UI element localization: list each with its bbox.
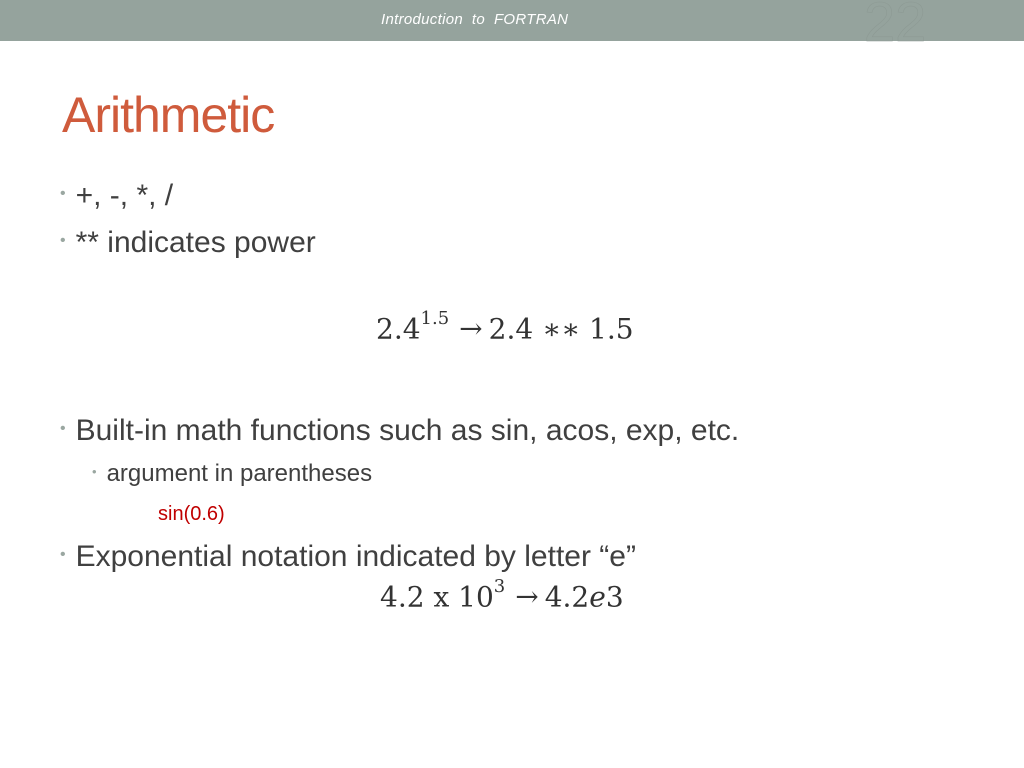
exp-exponent: 3 [493,576,506,597]
power-result-right: 1.5 [589,312,634,346]
bullet-dot-icon: • [92,464,97,480]
header-title: Introduction to FORTRAN [381,11,569,28]
exp-base: 10 [458,580,494,614]
header-bar [0,0,1024,53]
power-equation [376,308,634,346]
exp-times: x [433,580,450,614]
exp-result-prefix: 4.2 [544,580,590,614]
bullet-exponential [60,540,636,575]
exp-result-letter: e [589,580,606,614]
bullet-dot-icon: • [60,184,66,202]
sub-bullet-text: argument in parentheses [106,460,373,487]
arrow-icon: → [459,312,483,346]
exponential-equation [380,576,624,614]
bullet-dot-icon: • [60,419,66,437]
exp-result-suffix: 3 [605,580,624,614]
bullet-operators [60,179,173,214]
bullet-text: ** indicates power [75,226,316,259]
bullet-dot-icon: • [60,231,66,249]
bullet-power [60,226,316,261]
power-exponent: 1.5 [420,308,450,329]
bullet-dot-icon: • [60,545,66,563]
bullet-text: Built-in math functions such as sin, acos, exp, etc. [75,414,740,447]
function-example: sin(0.6) [158,503,225,525]
power-operator: ∗∗ [542,312,581,346]
slide-title: Arithmetic [62,87,275,143]
exp-mantissa: 4.2 [380,580,425,614]
sub-bullet-arguments [92,460,372,488]
bullet-text: +, -, *, / [75,179,174,212]
power-result-left: 2.4 [488,312,534,346]
power-base: 2.4 [376,312,421,346]
slide-number: 22 [864,0,927,53]
bullet-functions [60,414,739,449]
bullet-text: Exponential notation indicated by letter “e” [75,540,636,573]
arrow-icon: → [515,580,539,614]
